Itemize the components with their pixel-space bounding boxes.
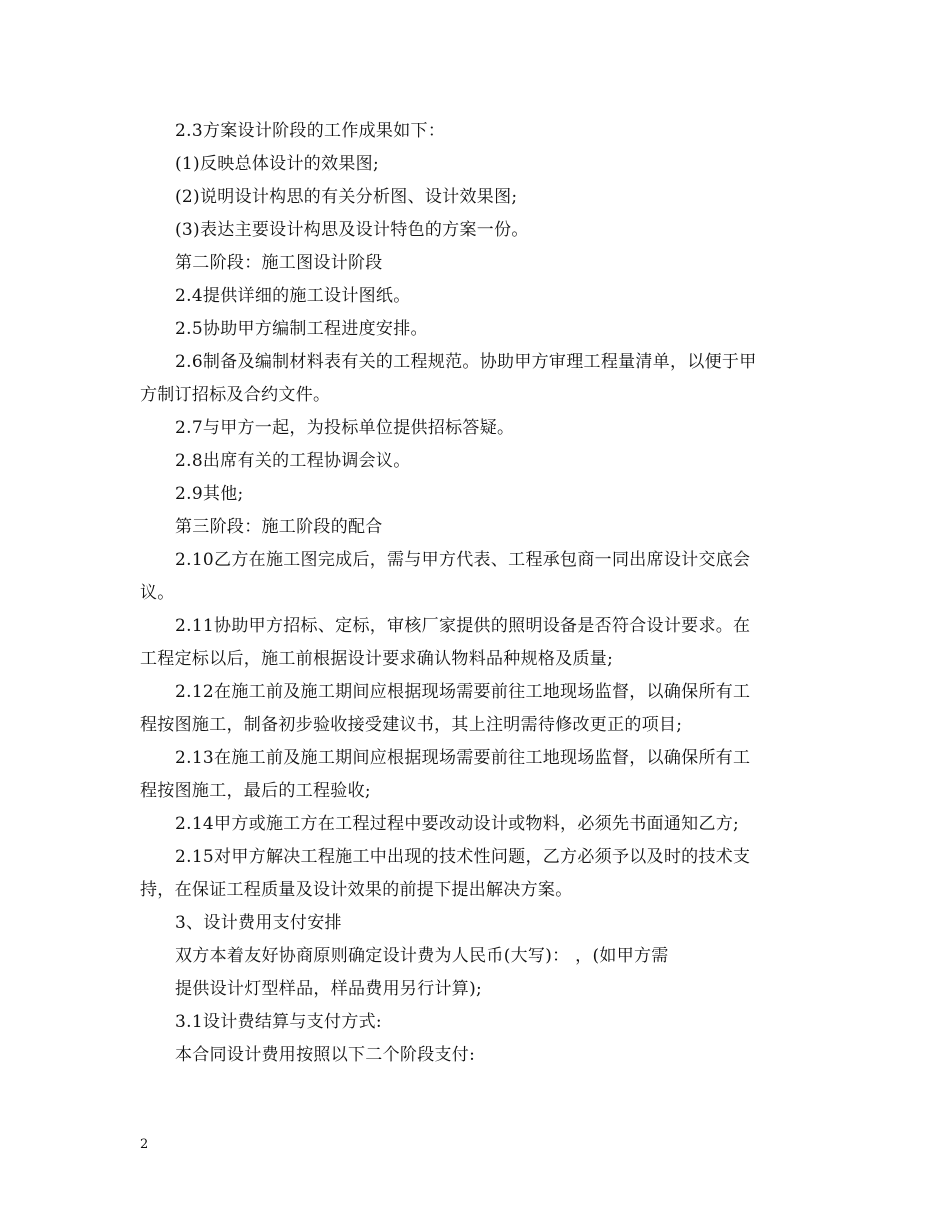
text-line: 2.3方案设计阶段的工作成果如下： — [175, 121, 446, 141]
text-line: 本合同设计费用按照以下二个阶段支付: — [175, 1045, 476, 1065]
text-line: 提供设计灯型样品，样品费用另行计算); — [175, 979, 483, 999]
text-line: 3.1设计费结算与支付方式: — [175, 1012, 382, 1032]
document-body — [140, 115, 815, 1072]
text-line: 2.11协助甲方招标、定标，审核厂家提供的照明设备是否符合设计要求。在 — [175, 616, 751, 636]
text-line: 程按图施工，制备初步验收接受建议书，其上注明需待修改更正的项目; — [140, 715, 683, 735]
text-line: 2.13在施工前及施工期间应根据现场需要前往工地现场监督，以确保所有工 — [175, 748, 751, 768]
text-line: 2.8出席有关的工程协调会议。 — [175, 451, 411, 471]
text-line: (1)反映总体设计的效果图; — [175, 154, 380, 174]
text-line: (2)说明设计构思的有关分析图、设计效果图; — [175, 187, 518, 207]
text-line: (3)表达主要设计构思及设计特色的方案一份。 — [175, 220, 529, 240]
text-line: 方制订招标及合约文件。 — [140, 385, 331, 405]
text-line: 2.14甲方或施工方在工程过程中要改动设计或物料，必须先书面通知乙方; — [175, 814, 740, 834]
text-line: 持，在保证工程质量及设计效果的前提下提出解决方案。 — [140, 880, 573, 900]
text-line: 2.12在施工前及施工期间应根据现场需要前往工地现场监督，以确保所有工 — [175, 682, 751, 702]
text-line: 2.4提供详细的施工设计图纸。 — [175, 286, 411, 306]
text-line: 工程定标以后，施工前根据设计要求确认物料品种规格及质量; — [140, 649, 614, 669]
text-line: 2.9其他; — [175, 484, 244, 504]
text-line: 程按图施工，最后的工程验收; — [140, 781, 371, 801]
text-line: 2.6制备及编制材料表有关的工程规范。协助甲方审理工程量清单，以便于甲 — [175, 352, 757, 372]
text-line: 第三阶段：施工阶段的配合 — [175, 517, 383, 537]
page-number: 2 — [140, 1137, 149, 1152]
text-line: 3、设计费用支付安排 — [175, 913, 342, 933]
text-line: 2.7与甲方一起，为投标单位提供招标答疑。 — [175, 418, 515, 438]
text-line: 2.10乙方在施工图完成后，需与甲方代表、工程承包商一同出席设计交底会 — [175, 550, 751, 570]
text-line: 2.5协助甲方编制工程进度安排。 — [175, 319, 428, 339]
text-line: 双方本着友好协商原则确定设计费为人民币(大写)： ，(如甲方需 — [175, 946, 669, 966]
text-line: 第二阶段：施工图设计阶段 — [175, 253, 383, 273]
text-line: 2.15对甲方解决工程施工中出现的技术性问题，乙方必须予以及时的技术支 — [175, 847, 751, 867]
text-line: 议。 — [140, 583, 175, 603]
